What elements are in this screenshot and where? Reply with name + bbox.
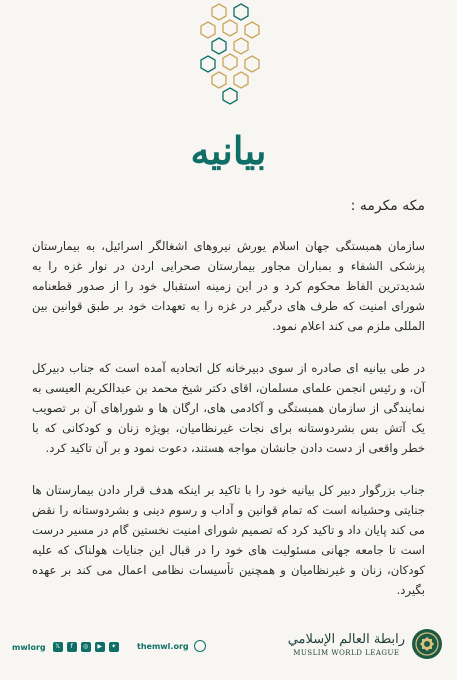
logo-english-text: MUSLIM WORLD LEAGUE <box>293 648 400 657</box>
instagram-icon[interactable]: ◎ <box>81 642 91 652</box>
youtube-icon[interactable]: ▶ <box>95 642 105 652</box>
mwl-logo <box>288 628 443 660</box>
dateline: مکه مکرمه : <box>350 198 425 214</box>
facebook-icon[interactable]: f <box>67 642 77 652</box>
decorative-pattern <box>195 0 265 108</box>
social-links <box>12 642 119 652</box>
statement-body <box>32 196 425 622</box>
website-text[interactable]: themwl.org <box>137 641 189 651</box>
x-icon[interactable]: 𝕏 <box>53 642 63 652</box>
globe-icon <box>194 640 206 652</box>
paragraph-2: در طی بیانیه ای صادره از سوی دبیرخانه کل اتحادیه آمده است که جناب دبیرکل آن، و رئیس انجمن علمای مسلمان، اقای دکتر شیخ محمد بن عبدالکریم العیسی به نمایندگی از سازمان همبستگی و آکادمی های، ارگان ها و شوراهای آن بر تصویب یک آتش بس بشردوستانه برای نجات غیرنظامیان، بویژه زنان و کودکانی که با خطر واقعی از دست دادن جانشان مواجه هستند، دعوت نمود و بر آن تاکید کرد. <box>32 361 425 455</box>
logo-text <box>288 632 405 657</box>
paragraph-1: سازمان همبستگی جهان اسلام یورش نیروهای اشغالگر اسرائیل، به بیمارستان پزشکی الشفاء و بمباران مجاور بیمارستان صحرایی اردن در نوار غزه را به شدیدترین الفاظ محکوم کرد و در این زمینه استقبال خود را از صدور قطعنامه شورای امنیت که طرف های درگیر در غزه را به تعهدات خود بر طبق قوانین بین المللی ملزم می کند اعلام نمود. <box>32 239 425 333</box>
footer <box>0 624 457 680</box>
paragraph-3: جناب بزرگوار دبیر کل بیانیه خود را با تاکید بر اینکه هدف قرار دادن بیمارستان ها جنایتی وحشیانه است که تمام قوانین و آداب و رسوم دینی و بشردوستانه را نقض می کند پایان داد و تاکید کرد که تصمیم شورای امنیت نخستین گام در مسیر درست است تا جامعه جهانی مسئولیت های خود را در قبال این جنایات هولناک که علیه کودکان، زنان و غیرنظامیان و همچنین تأسیسات نظامی اعمال می کند بر عهده بگیرد. <box>32 483 425 597</box>
page-title: بيانيه <box>190 128 267 173</box>
snapchat-icon[interactable]: ✦ <box>109 642 119 652</box>
seal-icon <box>411 628 443 660</box>
website-link[interactable] <box>137 640 206 652</box>
social-handle[interactable]: mwlorg <box>12 642 46 652</box>
logo-arabic-text: رابطة العالم الإسلامي <box>287 631 405 647</box>
